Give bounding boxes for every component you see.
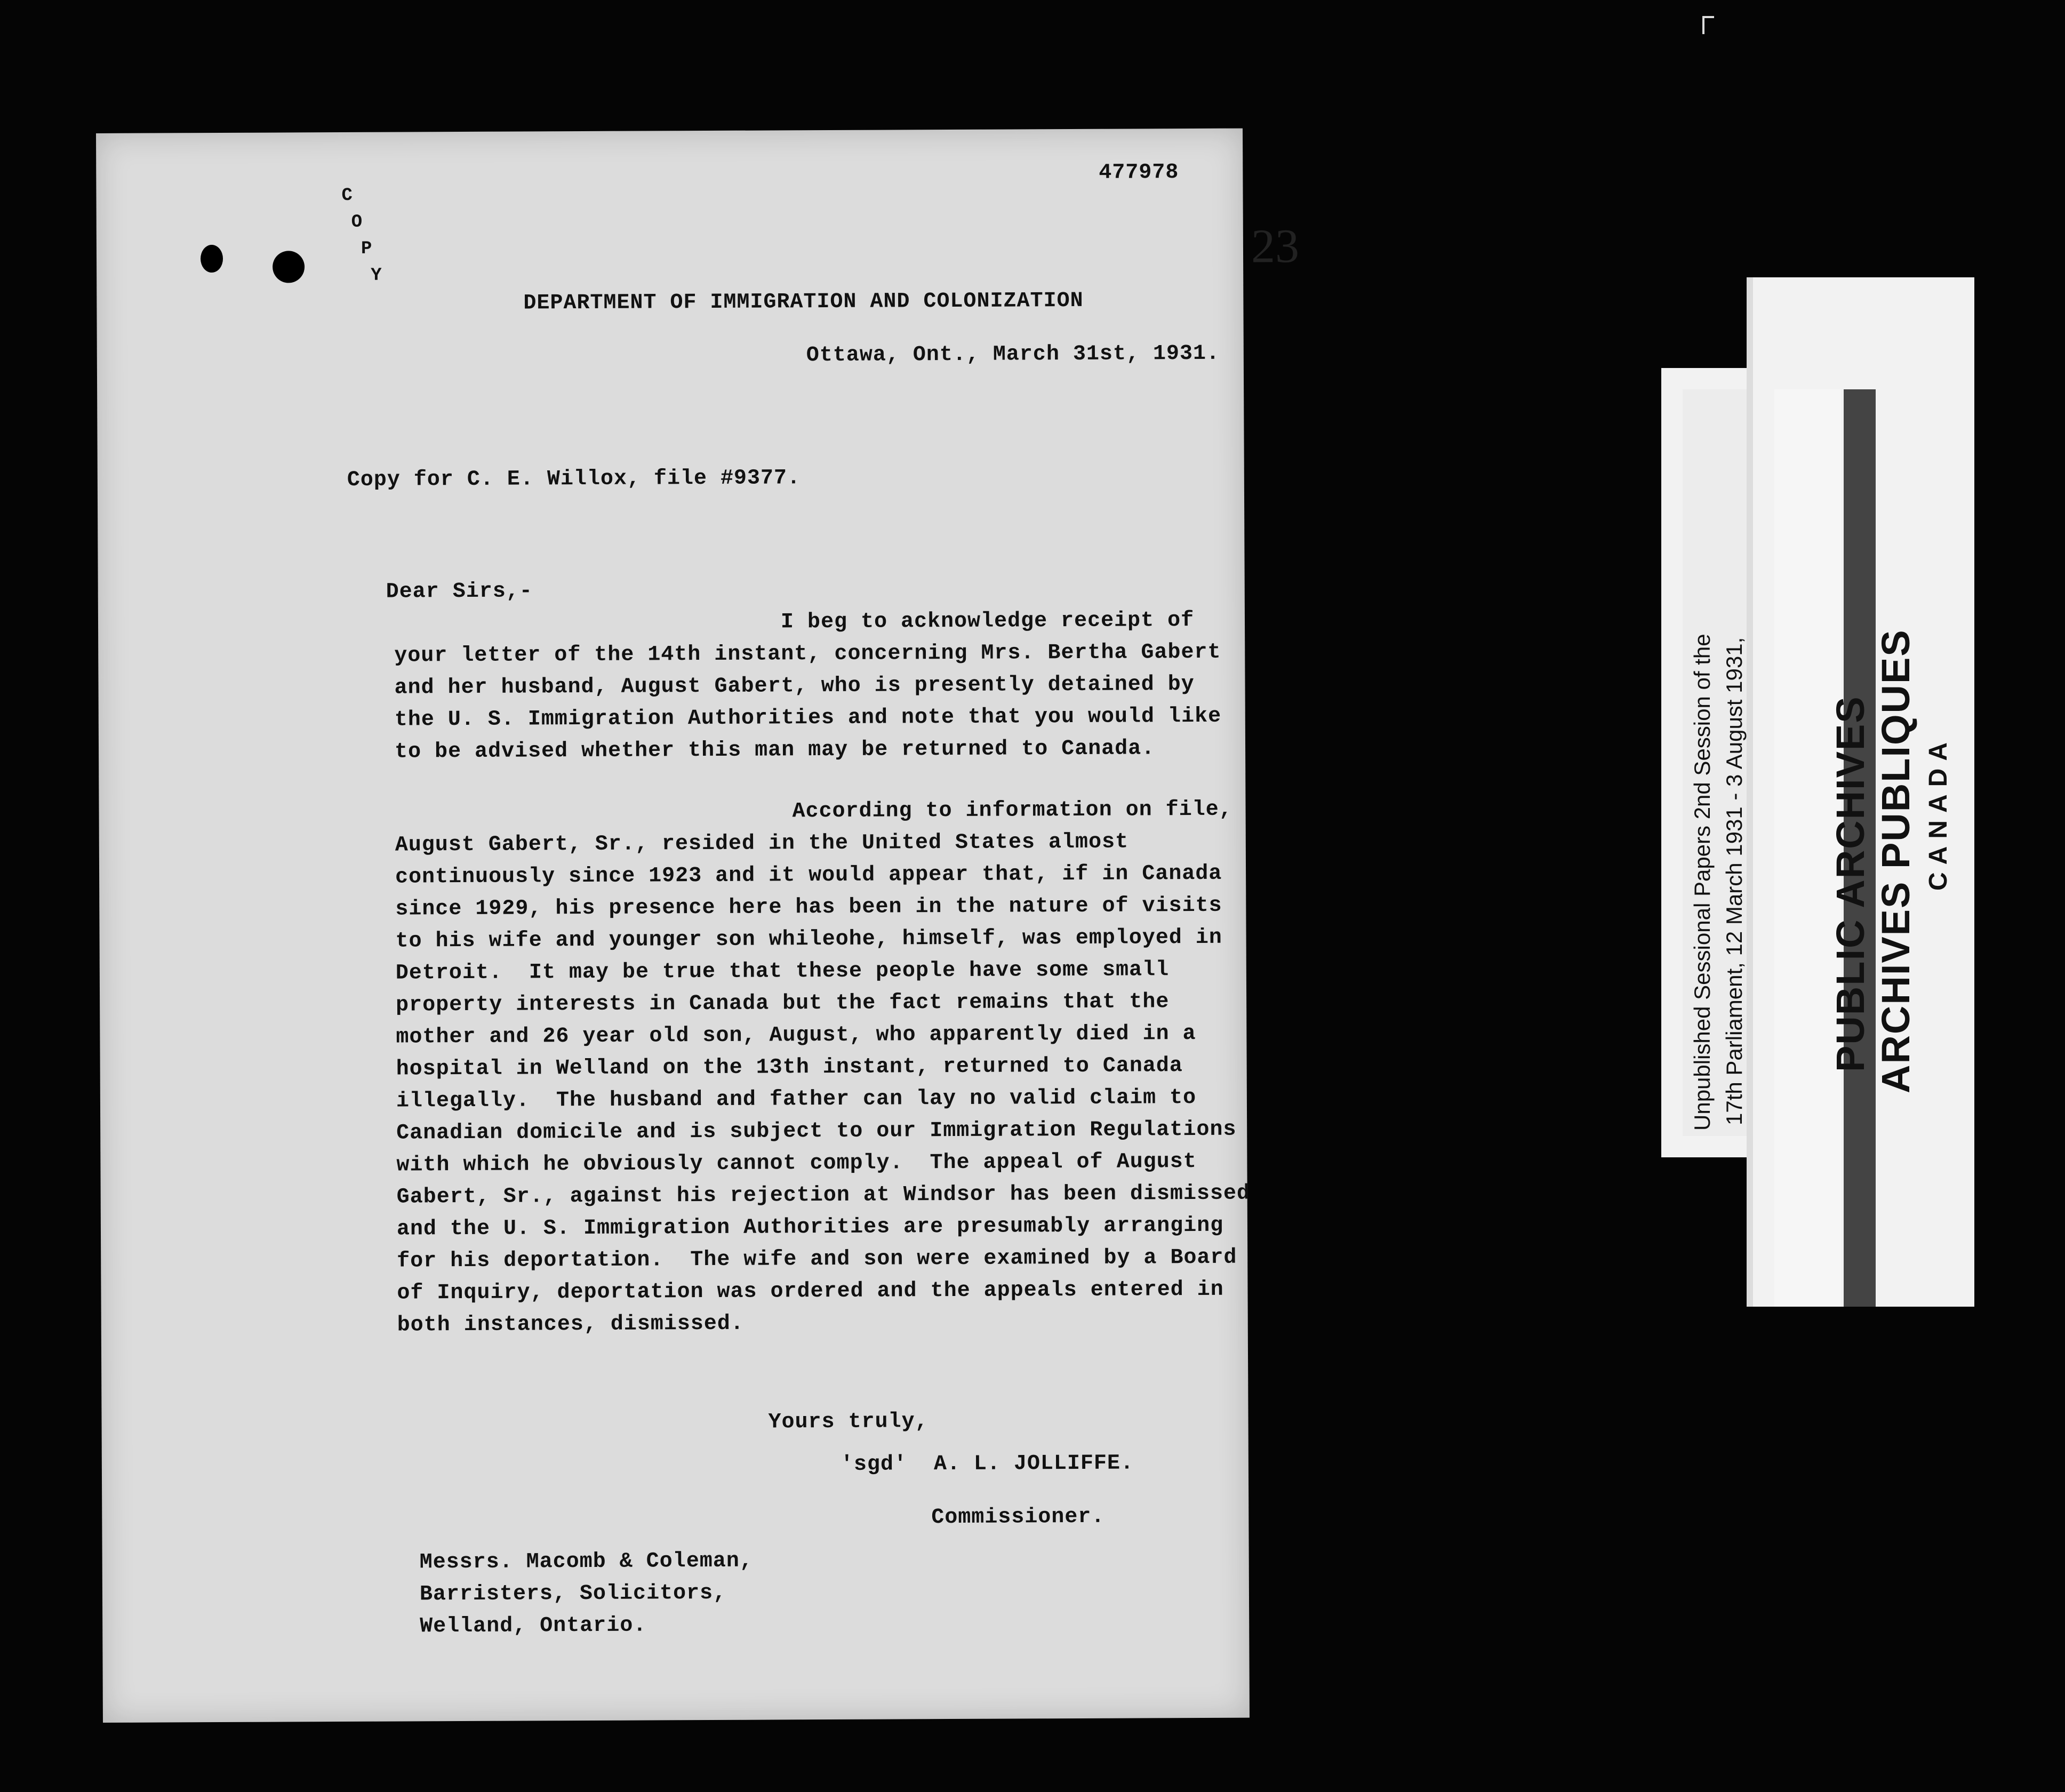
paragraph-line: continuously since 1923 and it would appear that, if in Canada [395, 861, 1222, 890]
paragraph-line: with which he obviously cannot comply. The appeal of August [396, 1150, 1197, 1178]
letter-page [96, 129, 1300, 1723]
recipient-line: Messrs. Macomb & Coleman, [419, 1549, 753, 1575]
canada-label: CANADA [1924, 735, 1952, 891]
punch-hole [201, 245, 223, 273]
punch-hole [273, 251, 305, 283]
paragraph-line: illegally. The husband and father can lay no valid claim to [396, 1086, 1197, 1114]
copy-stamp-letter: C [341, 185, 353, 206]
paragraph-line: both instances, dismissed. [397, 1311, 744, 1338]
archives-stamp-line: ARCHIVES PUBLIQUES [1874, 629, 1918, 1093]
department-heading: DEPARTMENT OF IMMIGRATION AND COLONIZATION [523, 289, 1084, 316]
archives-stamp-slip [1747, 277, 1974, 1307]
paragraph-line: of Inquiry, deportation was ordered and the appeals entered in [397, 1277, 1224, 1306]
paragraph-line: hospital in Welland on the 13th instant, returned to Canada [396, 1054, 1183, 1082]
paragraph-line: August Gabert, Sr., resided in the United States almost [395, 830, 1129, 858]
paragraph-line: to be advised whether this man may be returned to Canada. [394, 737, 1155, 764]
signature: 'sgd' A. L. JOLLIFFE. [840, 1451, 1134, 1477]
reference-line: Unpublished Sessional Papers 2nd Session of the [1690, 634, 1715, 1131]
salutation: Dear Sirs,- [386, 579, 533, 604]
file-number: 477978 [1099, 161, 1179, 185]
paragraph-line: property interests in Canada but the fact remains that the [396, 990, 1170, 1018]
paragraph-line: Gabert, Sr., against his rejection at Windsor has been dismissed [396, 1181, 1251, 1210]
closing: Yours truly, [768, 1410, 929, 1435]
paragraph-line: Detroit. It may be true that these people have some small [395, 958, 1170, 986]
copy-for-line: Copy for C. E. Willox, file #9377. [347, 466, 801, 492]
paragraph-line: Canadian domicile and is subject to our Immigration Regulations [396, 1117, 1237, 1146]
paragraph-line: and the U. S. Immigration Authorities are presumably arranging [396, 1213, 1224, 1242]
page-number: 23 [1251, 220, 1300, 273]
paragraph-line: and her husband, August Gabert, who is presently detained by [394, 673, 1195, 700]
paragraph-line: to his wife and younger son whileohe, himself, was employed in [395, 925, 1222, 954]
corner-mark [1702, 16, 1704, 34]
copy-stamp-letter: P [361, 238, 372, 259]
reference-line: 17th Parliament, 12 March 1931 - 3 August 1931, [1722, 637, 1747, 1125]
paragraph-line: mother and 26 year old son, August, who apparently died in a [396, 1022, 1196, 1050]
recipient-line: Welland, Ontario. [420, 1613, 647, 1639]
corner-mark [1702, 16, 1714, 18]
paragraph-line: According to information on file, [792, 797, 1232, 824]
paragraph-line: your letter of the 14th instant, concerning Mrs. Bertha Gabert [394, 640, 1221, 668]
archives-stamp-line: PUBLIC ARCHIVES [1828, 695, 1872, 1072]
paragraph-line: the U. S. Immigration Authorities and note that you would like [394, 704, 1222, 732]
copy-stamp-letter: Y [371, 265, 382, 286]
paragraph-line: since 1929, his presence here has been in the nature of visits [395, 893, 1222, 922]
signatory-title: Commissioner. [931, 1505, 1105, 1530]
recipient-line: Barristers, Solicitors, [419, 1581, 727, 1607]
place-date: Ottawa, Ont., March 31st, 1931. [806, 341, 1220, 368]
copy-stamp-letter: O [351, 212, 363, 233]
paragraph-line: I beg to acknowledge receipt of [780, 609, 1195, 635]
paragraph-line: for his deportation. The wife and son were examined by a Board [397, 1245, 1237, 1274]
